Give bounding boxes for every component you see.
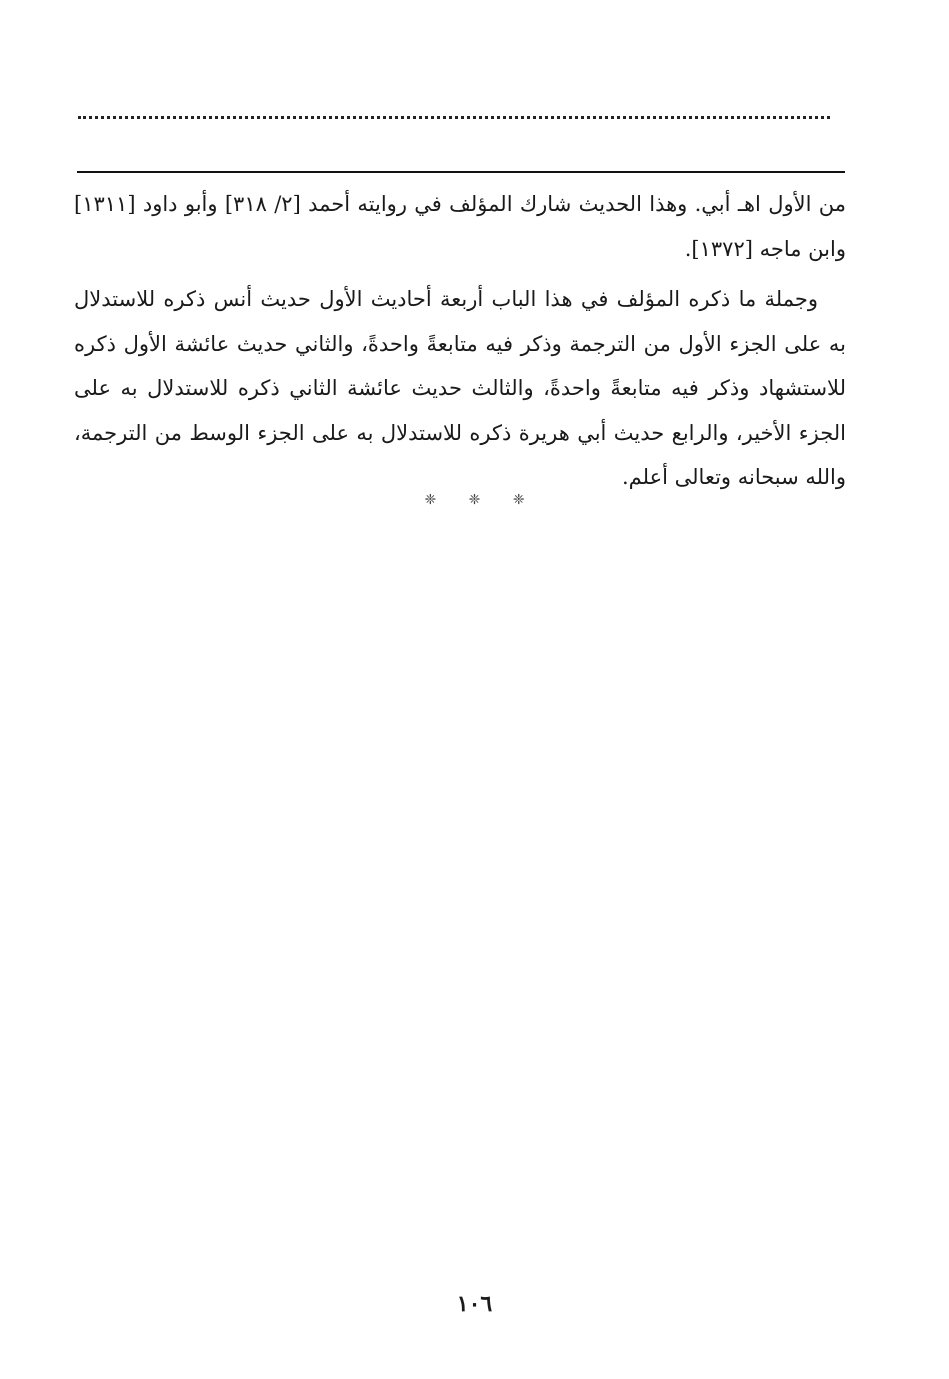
star-ornament-icon: ❈ [512, 492, 525, 508]
footnote-separator [77, 171, 845, 173]
paragraph-summary: وجملة ما ذكره المؤلف في هذا الباب أربعة أحاديث الأول حديث أنس ذكره للاستدلال به على الجزء الأول من الترجمة وذكر فيه متابعةً واحدةً، والثاني حديث عائشة الأول ذكره للاستشهاد وذكر فيه متابعةً واحدةً، والثالث حديث عائشة الثاني ذكره للاستدلال به على الجزء الأخير، والرابع حديث أبي هريرة ذكره للاستدلال به على الجزء الوسط من الترجمة، والله سبحانه وتعالى أعلم. [74, 287, 846, 489]
star-ornament-icon: ❈ [468, 492, 481, 508]
page-body [74, 182, 846, 500]
page-number: ١٠٦ [456, 1291, 493, 1317]
star-ornament-icon: ❈ [424, 492, 437, 508]
dotted-rule [78, 116, 830, 119]
paragraph-citation: من الأول اهـ أبي. وهذا الحديث شارك المؤلف في روايته أحمد [٢/ ٣١٨] وأبو داود [١٣١١] وابن ماجه [١٣٧٢]. [74, 192, 846, 261]
section-divider-stars [0, 492, 949, 508]
